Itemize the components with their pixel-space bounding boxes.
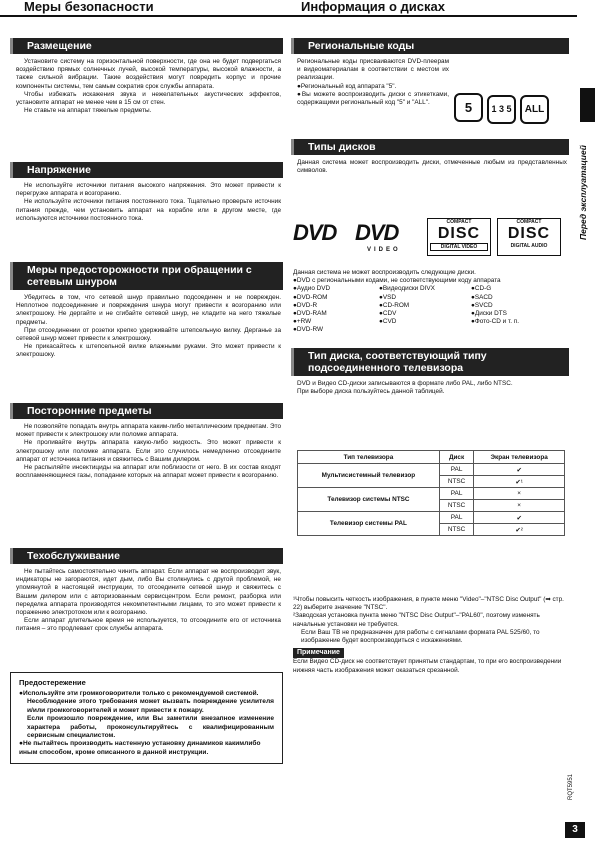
section-title: Типы дисков	[291, 139, 569, 155]
list-item	[471, 326, 563, 334]
list-item: ●CD-ROM	[379, 301, 410, 309]
paragraph: Не прикасайтесь к штепсельной вилке влажными руками. Это может привести к электрошоку.	[16, 343, 281, 359]
list-item: ●VSD	[379, 293, 397, 301]
paragraph: Не пытайтесь самостоятельно чинить аппарат. Если аппарат не воспроизводит звук, индикаторы не загораются, идет дым, либо Вы столкнулись с другой проблемой, не упомянутой в настоящей инструкции, то отсоедините сетевой шнур и свяжитесь с Вашим дилером или с авторизованным сервисцентром. Если ремонт, разборка или переделка аппарата производятся некомпетентными лицами, то это может привести к поражению электротоком или к возгоранию.	[16, 568, 281, 617]
table-cell: PAL	[439, 512, 473, 524]
table-cell: ✔	[474, 464, 565, 476]
header-rule	[0, 15, 577, 17]
paragraph: Региональные коды присваиваются DVD-плеерам и видеоматериалам в соответствии с местом их реализации.	[297, 58, 449, 82]
paragraph: ●Региональный код аппарата "5".	[297, 82, 397, 90]
region-badge: ALL	[520, 95, 549, 124]
paragraph: Не распыляйте инсектициды на аппарат или поблизости от него. В их состав входят воспламеняющиеся газы, попадание которых на аппарат может привести к возгоранию.	[16, 464, 281, 480]
doc-code-text: RQT5951	[568, 773, 575, 801]
list-item: ●SACD	[471, 293, 493, 301]
dvd-logo: DVD	[293, 220, 337, 245]
logo-text: COMPACT	[446, 219, 472, 225]
caution-item: Несоблюдение этого требования может вызвать повреждение усилителя и/или громкоговорителей и может привести к пожару.	[27, 698, 274, 714]
section-title: Меры предосторожности при обращении с сетевым шнуром	[10, 262, 283, 290]
table-cell: ×	[474, 488, 565, 500]
table-cell: ✔¹	[474, 476, 565, 488]
list-item: ●+RW	[293, 318, 312, 326]
list-item: ●CD-G	[471, 285, 492, 293]
logo-text: DIGITAL AUDIO	[510, 243, 548, 249]
table-header-row	[298, 451, 565, 464]
section-text	[16, 294, 281, 360]
paragraph: Не используйте источники питания постоянного тока. Тщательно проверьте источник питания прежде, чем установить аппарат на корабле или в другом месте, где используются источники постоянного тока.	[16, 198, 281, 222]
section-title: Региональные коды	[291, 38, 569, 54]
table-cell: NTSC	[439, 476, 473, 488]
paragraph: DVD и Видео CD-диски записываются в формате либо PAL, либо NTSC.	[297, 380, 513, 387]
tv-compat-table	[297, 450, 565, 536]
list-item: ●Диски DTS	[471, 310, 507, 318]
list-heading: Данная система не может воспроизводить следующие диски.	[293, 269, 476, 276]
caution-box	[10, 672, 283, 764]
table-cell: NTSC	[439, 524, 473, 536]
section-title: Посторонние предметы	[10, 403, 283, 419]
table-cell: PAL	[439, 488, 473, 500]
section-power-cord	[10, 262, 283, 360]
caution-title: Предостережение	[19, 678, 86, 687]
logo-text: DIGITAL VIDEO	[430, 243, 488, 251]
side-label-text: Перед эксплуатацией	[578, 145, 588, 240]
paragraph: Не ставьте на аппарат тяжелые предметы.	[24, 107, 152, 115]
caution-item: ●Не пытайтесь производить настенную установку динамиков какимлибо иным способом, кроме описанного в данной инструкции.	[19, 740, 261, 756]
list-item: ●Видеодиски DIVX	[379, 285, 435, 293]
dvd-video-logo: DVD	[355, 220, 399, 245]
page-title-left: Меры безопасности	[24, 0, 154, 14]
section-maintenance	[10, 548, 283, 634]
table-header: Тип телевизора	[298, 451, 440, 464]
section-text	[16, 568, 281, 634]
logo-text: COMPACT	[516, 219, 542, 225]
notes-block	[293, 596, 567, 675]
paragraph: Установите систему на горизонтальной поверхности, где она не будет подвергаться воздействию прямых солнечных лучей, высокой температуры, высокой влажности, а также сильной вибрации. Такие воздействия могут повредить корпус и прочие компоненты системы, тем самым сократив срок службы аппарата.	[16, 58, 281, 90]
section-text	[297, 380, 567, 396]
section-title: Напряжение	[10, 162, 283, 178]
list-item: ●CVD	[379, 318, 397, 326]
paragraph: Чтобы избежать искажения звука и нежелательных акустических эффектов, установите аппарат не менее чем в 15 см от стен.	[16, 90, 281, 107]
section-text	[297, 58, 449, 107]
table-cell: ✔	[474, 512, 565, 524]
footnote: ²Заводская установка пункта меню "NTSC Disc Output"–"PAL60", поэтому изменять начальные установки не требуется.	[293, 612, 540, 628]
paragraph: Не проливайте внутрь аппарата какую-либо жидкость. Это может привести к электрошоку или поломке аппарата. Если это случилось немедленно отсоедините аппарат от источника питания и свяжитесь с Вашим дилером.	[16, 439, 281, 463]
section-title: Размещение	[10, 38, 283, 54]
table-row	[298, 512, 565, 524]
region-badges	[454, 93, 553, 124]
paragraph: Убедитесь в том, что сетевой шнур правильно подсоединен и не поврежден. Неплотное подсоединение и повреждения шнура могут привести к возгоранию или электрошоку. Не дергайте и не сгибайте сетевой шнур, не кладите на него тяжелые предметы.	[16, 294, 281, 326]
page-header	[0, 0, 595, 16]
caution-item: ●Используйте эти громкоговорители только с рекомендуемой системой.	[19, 690, 259, 697]
table-cell: ×	[474, 500, 565, 512]
logo-text: DISC	[507, 225, 551, 242]
region-badge: 5	[454, 93, 483, 122]
table-row	[298, 488, 565, 500]
paragraph: ●Вы можете воспроизводить диски с этикетками, содержащими региональный код "5" и "ALL".	[297, 90, 449, 107]
caution-item: Если произошло повреждение, или Вы заметили внезапное изменение характера работы, проконсультируйтесь с квалифицированным сервисным специалистом.	[27, 715, 274, 740]
page-number: 3	[565, 822, 585, 838]
paragraph: При отсоединении от розетки крепко удерживайте штепсельную вилку. Дерганье за сетевой шнур может привести к электрошоку.	[16, 326, 281, 343]
list-item: ●DVD-ROM	[293, 293, 328, 301]
list-grid	[293, 285, 565, 334]
paragraph: При выборе диска пользуйтесь данной таблицей.	[297, 388, 445, 396]
list-item: ●SVCD	[471, 301, 493, 309]
section-text	[16, 423, 281, 480]
disc-logos	[291, 218, 569, 258]
audio-cd-logo	[497, 218, 561, 256]
table-header: Диск	[439, 451, 473, 464]
section-title: Тип диска, соответствующий типу подсоединенного телевизора	[291, 348, 569, 376]
list-item	[379, 326, 471, 334]
section-text	[297, 159, 567, 175]
side-section-label	[571, 145, 593, 240]
table-cell: Телевизор системы NTSC	[298, 488, 440, 512]
table-cell: Мультисистемный телевизор	[298, 464, 440, 488]
section-tv-type	[291, 348, 569, 396]
caution-text	[19, 690, 274, 757]
video-cd-logo	[427, 218, 491, 256]
table-header: Экран телевизора	[474, 451, 565, 464]
doc-code	[568, 770, 586, 810]
table-cell: NTSC	[439, 500, 473, 512]
logo-text: DISC	[437, 225, 481, 242]
section-disc-types	[291, 139, 569, 175]
table-cell: Телевизор системы PAL	[298, 512, 440, 536]
section-voltage	[10, 162, 283, 223]
table-row	[298, 464, 565, 476]
list-item: ●DVD-R	[293, 301, 318, 309]
list-item: ●Фото-CD и т. п.	[471, 318, 520, 326]
paragraph: Данная система может воспроизводить диски, отмеченные любым из представленных символов.	[297, 159, 567, 175]
list-item: ●DVD с региональными кодами, не соответствующими коду аппарата	[293, 277, 501, 285]
section-foreign-objects	[10, 403, 283, 480]
footnote: ¹Чтобы повысить четкость изображения, в пункте меню "Video"–"NTSC Disc Output" (➡ стр. 22) выберите значение "NTSC".	[293, 596, 564, 612]
page-title-right: Информация о дисках	[301, 0, 445, 14]
footnote: Если Ваш ТВ не предназначен для работы с сигналами формата PAL 525/60, то изображение будет воспроизводиться с искажениями.	[301, 628, 540, 645]
list-item: ●DVD-RAM	[293, 310, 327, 318]
unsupported-discs-list	[293, 269, 565, 335]
note-text: Если Видео CD-диск не соответствует принятым стандартам, то при его воспроизведении нижняя часть изображения может оказаться срезанной.	[293, 658, 562, 674]
section-title: Техобслуживание	[10, 548, 283, 564]
section-placement	[10, 38, 283, 115]
list-item: ●DVD-RW	[293, 326, 324, 334]
paragraph: Не используйте источники питания высокого напряжения. Это может привести к перегрузке аппарата и возгоранию.	[16, 182, 281, 198]
dvd-video-caption: VIDEO	[367, 247, 401, 253]
section-text	[16, 58, 281, 115]
note-title: Примечание	[293, 648, 344, 658]
table-cell: PAL	[439, 464, 473, 476]
list-item: ●Аудио DVD	[293, 285, 331, 293]
table-cell: ✔²	[474, 524, 565, 536]
side-tab-marker	[580, 88, 595, 122]
paragraph: Не позволяйте попадать внутрь аппарата каким-либо металлическим предметам. Это может привести к электрошоку или поломке аппарата.	[16, 423, 281, 439]
paragraph: Если аппарат длительное время не используется, то отсоедините его от источника питания – это продлевает срок службы аппарата.	[16, 617, 281, 633]
region-badge: 1 3 5	[487, 95, 516, 124]
section-text	[16, 182, 281, 223]
list-item: ●CDV	[379, 310, 397, 318]
